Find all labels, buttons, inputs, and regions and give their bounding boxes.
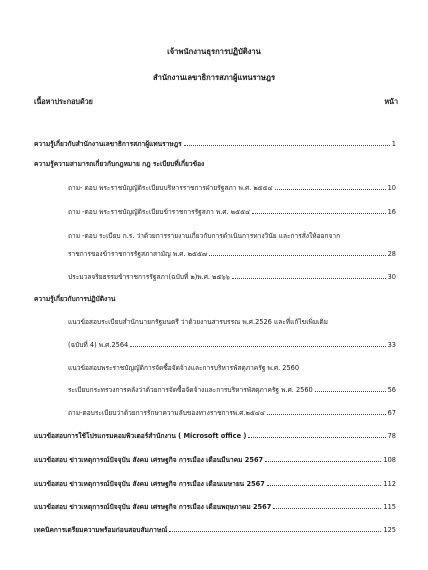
- toc-entry-label: ราชการของข้าราชการรัฐสภาสามัญ พ.ศ. ๒๕๕๗: [68, 250, 207, 258]
- toc-entry-page: 30: [387, 273, 396, 281]
- document-title: เจ้าพนักงานธุรการปฏิบัติงาน: [167, 47, 261, 56]
- toc-entry-label: ถาม- ตอบ พระราชบัญญัติระเบียบบริหารราชการฝ่ายรัฐสภา พ.ศ. ๒๕๕๔: [68, 184, 273, 192]
- toc-entry-label: ความรู้เกี่ยวกับสำนักงานเลขาธิการสภาผู้แทนราษฎร: [34, 140, 182, 148]
- toc-entry-page: 125: [383, 526, 396, 534]
- toc-entry-page: 112: [383, 480, 396, 488]
- document-subtitle: สำนักงานเลขาธิการสภาผู้แทนราษฎร: [152, 73, 276, 82]
- toc-entry-label: ระเบียบกระทรวงการคลังว่าด้วยการจัดซื้อจัดจ้างและการบริหารพัสดุภาครัฐ พ.ศ. 2560: [68, 386, 313, 394]
- dot-leader: [209, 254, 386, 256]
- dot-leader: [273, 507, 381, 509]
- dot-leader: [267, 413, 386, 415]
- toc-entry-label: แนวข้อสอบพระราชบัญญัติการจัดซื้อจัดจ้างและการบริหารพัสดุภาครัฐ พ.ศ. 2560: [68, 364, 300, 372]
- toc-entry-label: ความรู้ความสามารถเกี่ยวกับกฎหมาย กฎ ระเบียบที่เกี่ยวข้อง: [34, 160, 205, 168]
- toc-entry-page: 10: [387, 184, 396, 192]
- toc-entry-page: 78: [387, 432, 396, 440]
- toc-entry-page: 115: [383, 503, 396, 511]
- toc-entry-page: 1: [391, 140, 396, 148]
- toc-entry-label: ถาม -ตอบ ระเบียบ ก.ร. ว่าด้วยการรายงานเกี่ยวกับการดำเนินการทางวินัย และการสั่งให้ออกจาก: [68, 232, 341, 240]
- contents-label: เนื้อหาประกอบด้วย: [34, 97, 93, 106]
- dot-leader: [265, 460, 381, 462]
- toc-entry-label: แนวข้อสอบ ข่าวเหตุการณ์ปัจจุบัน สังคม เศรษฐกิจ การเมือง เดือนเมษายน 2567: [34, 480, 265, 488]
- dot-leader: [267, 484, 382, 486]
- toc-entry-label: แนวข้อสอบ ข่าวเหตุการณ์ปัจจุบัน สังคม เศรษฐกิจ การเมือง เดือนพฤษภาคม 2567: [34, 503, 272, 511]
- dot-leader: [275, 188, 386, 190]
- dot-leader: [248, 436, 385, 438]
- dot-leader: [232, 277, 386, 279]
- page-column-label: หน้า: [384, 97, 398, 106]
- toc-entry-label: แนวข้อสอบ ข่าวเหตุการณ์ปัจจุบัน สังคม เศรษฐกิจ การเมือง เดือนมีนาคม 2567: [34, 456, 264, 464]
- toc-entry-label: เทคนิคการเตรียมความพร้อมก่อนสอบสัมภาษณ์: [34, 526, 168, 534]
- toc-entry-label: ความรู้เกี่ยวกับการปฏิบัติงาน: [34, 295, 116, 303]
- toc-entry-page: 108: [383, 456, 396, 464]
- toc-entry-label: ถาม-ตอบระเบียบว่าด้วยการรักษาความลับของทางราชการพ.ศ.๒๕๔๔: [68, 409, 265, 417]
- toc-entry-label: (ฉบับที่ 4) พ.ศ.2564: [68, 341, 129, 349]
- toc-entry-page: 56: [387, 386, 396, 394]
- dot-leader: [169, 530, 381, 532]
- dot-leader: [315, 390, 386, 392]
- toc-entry-page: 33: [387, 341, 396, 349]
- toc-entry-label: ประมวลจริยธรรมข้าราชการรัฐสภา(ฉบับที่ ๒)พ.ศ. ๒๕๖๖: [68, 273, 230, 281]
- dot-leader: [252, 212, 385, 214]
- dot-leader: [184, 144, 390, 146]
- toc-entry-page: 28: [387, 250, 396, 258]
- toc-entry-page: 16: [387, 208, 396, 216]
- toc-entry-page: 67: [387, 409, 396, 417]
- toc-entry-label: แนวข้อสอบการใช้โปรแกรมคอมพิวเตอร์สำนักงาน ( Microsoft office ): [34, 432, 247, 440]
- dot-leader: [130, 345, 385, 347]
- toc-entry-label: แนวข้อสอบระเบียบสำนักนายกรัฐมนตรี ว่าด้วยงานสารบรรณ พ.ศ.2526 และที่แก้ไขเพิ่มเติม: [68, 318, 329, 326]
- toc-entry-label: ถาม -ตอบ พระราชบัญญัติระเบียบข้าราชการรัฐสภา พ.ศ. ๒๕๕๔: [68, 208, 251, 216]
